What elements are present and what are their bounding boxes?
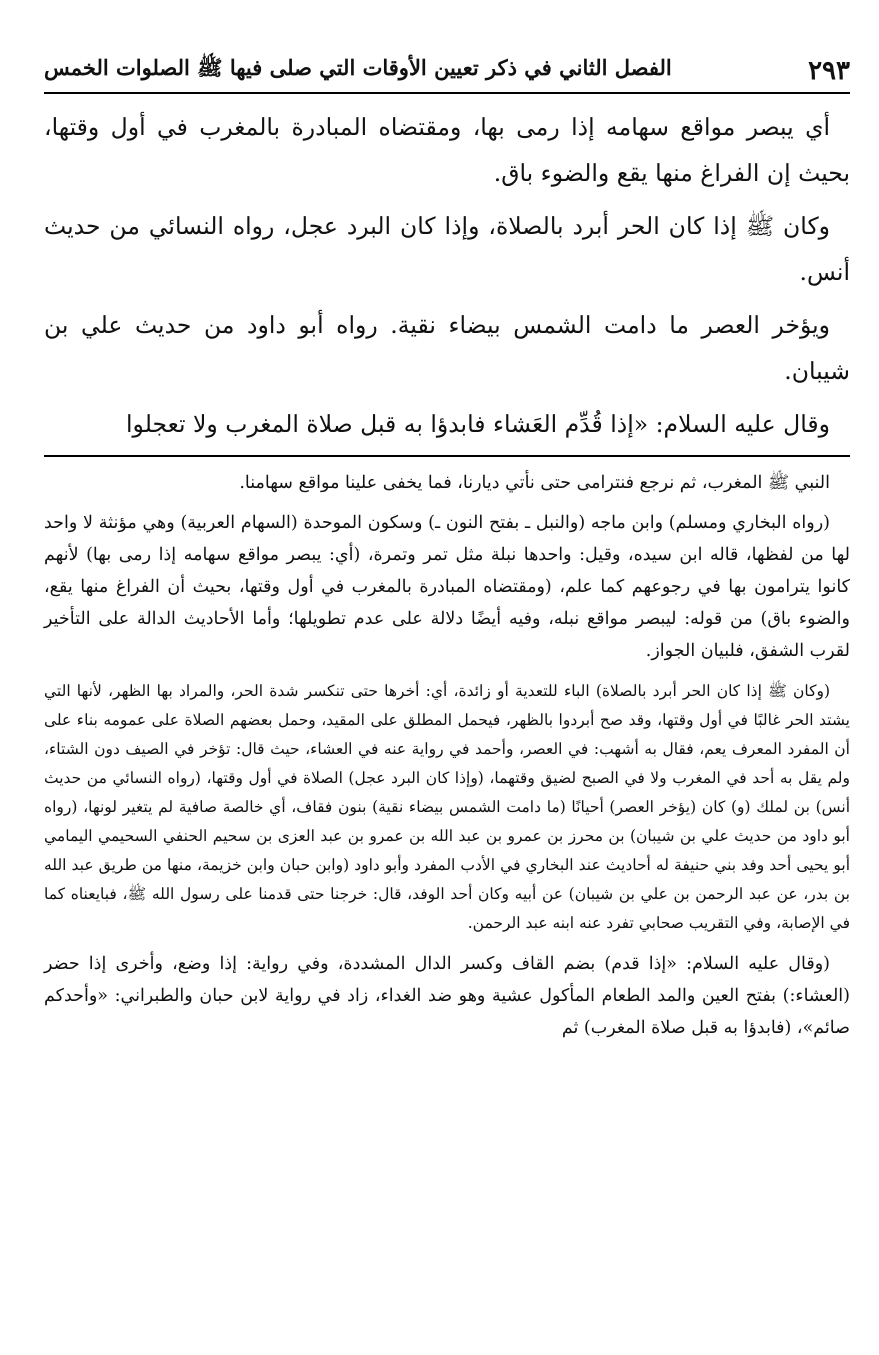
commentary-paragraph: (رواه البخاري ومسلم) وابن ماجه (والنبل ـ بفتح النون ـ) وسكون الموحدة (السهام العربية) وهي مؤنثة لا واحد لها من لفظها، قاله ابن سيده، وقيل: واحدها نبلة مثل تمر وتمرة، (أي: يبصر مواقع سهامه إذا رمى بها) لأنهم كانوا يترامون بها في رجوعهم كما علم، (ومقتضاه المبادرة بالمغرب في أول وقتها، بحيث أن الفراغ منها يقع، والضوء باق) من قوله: ليبصر مواقع نبله، وفيه أيضًا دلالة على عدم تطويلها؛ وأما الأحاديث الدالة على التأخير لقرب الشفق، فلبيان الجواز.	[44, 513, 850, 661]
commentary-paragraph: النبي ﷺ المغرب، ثم نرجع فنترامى حتى نأتي ديارنا، فما يخفى علينا مواقع سهامنا.	[239, 473, 830, 493]
commentary-block	[44, 948, 850, 1044]
separator-line	[44, 455, 850, 457]
commentary-paragraph: (وكان ﷺ إذا كان الحر أبرد بالصلاة) الباء للتعدية أو زائدة، أي: أخرها حتى تنكسر شدة الحر، والمراد بها الظهر، لأنها التي يشتد الحر غالبًا في أول وقتها، وقد صح أبردوا بالظهر، فيحمل المطلق على المقيد، وحمل بعضهم الصلاة على عمومه بناء على أن المفرد المعرف يعم، فقال به أشهب: في العصر، وأحمد في رواية عنه في العشاء، حيث قال: تؤخر في الصيف دون الشتاء، ولم يقل به أحد في المغرب ولا في الصبح لضيق وقتهما، (وإذا كان البرد عجل) الصلاة في أول وقتها، (رواه النسائي من حديث أنس) بن لملك (و) كان (يؤخر العصر) أحيانًا (ما دامت الشمس بيضاء نقية) بنون فقاف، أي خالصة صافية لم يتغير لونها، (رواه أبو داود من حديث علي بن شيبان) بن محرز بن عمرو بن عبد الله بن عمرو بن عبد العزى بن سحيم الحنفي السحيمي اليمامي أبو يحيى أحد وفد بني حنيفة له أحاديث عند البخاري في الأدب المفرد وأبو داود (وابن حبان وابن خزيمة، منها من طريق عبد الله بن بدر، عن عبد الرحمن بن علي بن شيبان) عن أبيه وكان أحد الوفد، قال: خرجنا حتى قدمنا على رسول الله ﷺ، فبايعناه كما في الإصابة، وفي التقريب صحابي تفرد عنه ابنه عبد الرحمن.	[44, 682, 850, 932]
page-header	[44, 42, 850, 94]
main-paragraph: أي يبصر مواقع سهامه إذا رمى بها، ومقتضاه المبادرة بالمغرب في أول وقتها، بحيث إن الفراغ منها يقع والضوء باق.	[44, 113, 850, 187]
commentary-block	[44, 467, 850, 667]
document-page	[44, 42, 850, 1054]
commentary-paragraph: (وقال عليه السلام: «إذا قدم) بضم القاف وكسر الدال المشددة، وفي رواية: إذا وضع، وأخرى إذا حضر (العشاء:) بفتح العين والمد الطعام المأكول عشية وهو ضد الغداء، زاد في رواية لابن حبان والطبراني: «وأحدكم صائم»، (فابدؤا به قبل صلاة المغرب) ثم	[44, 954, 850, 1038]
main-paragraph: ويؤخر العصر ما دامت الشمس بيضاء نقية. رواه أبو داود من حديث علي بن شيبان.	[44, 311, 850, 385]
main-text	[44, 104, 850, 447]
chapter-title: الفصل الثاني في ذكر تعيين الأوقات التي صلى فيها ﷺ الصلوات الخمس	[44, 55, 672, 80]
main-paragraph: وكان ﷺ إذا كان الحر أبرد بالصلاة، وإذا كان البرد عجل، رواه النسائي من حديث أنس.	[44, 212, 850, 286]
main-paragraph: وقال عليه السلام: «إذا قُدِّم العَشاء فابدؤا به قبل صلاة المغرب ولا تعجلوا	[126, 410, 830, 438]
commentary	[44, 467, 850, 1044]
page-number: ٢٩٣	[808, 56, 850, 86]
commentary-block	[44, 677, 850, 938]
